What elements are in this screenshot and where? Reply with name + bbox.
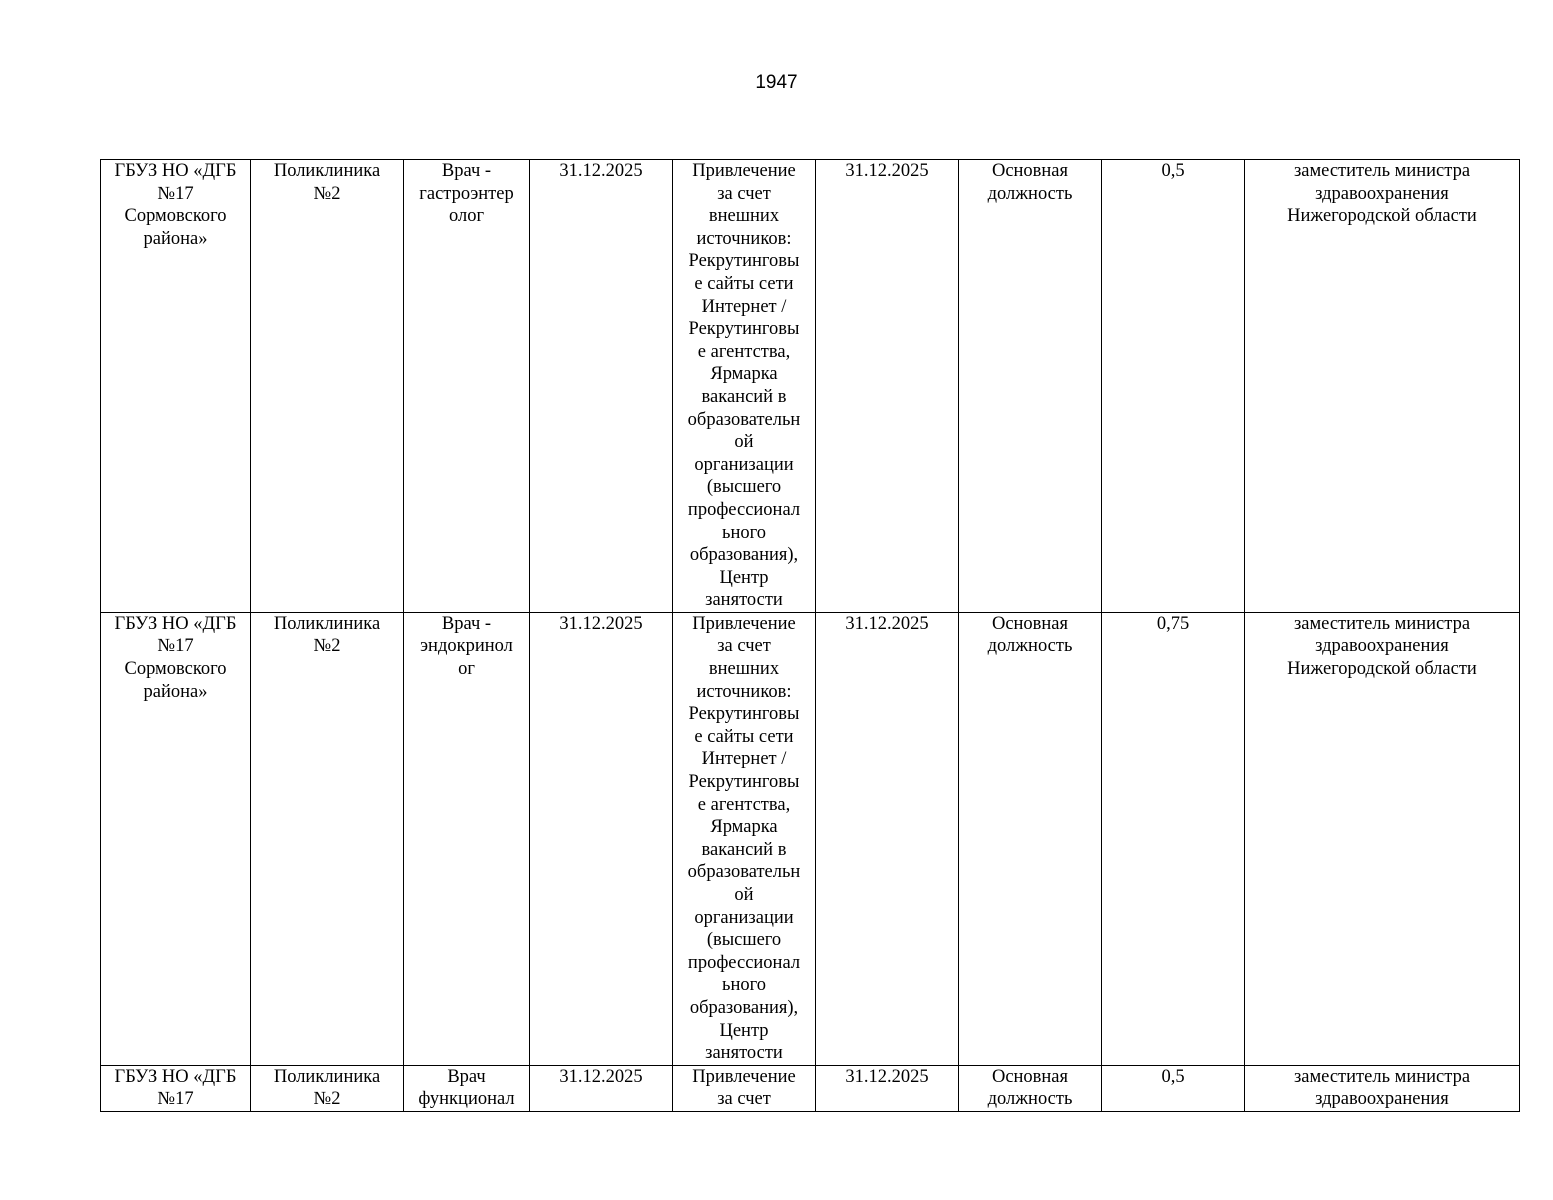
department-cell: Поликлиника №2 — [251, 1065, 404, 1111]
organization-cell: ГБУЗ НО «ДГБ №17 — [101, 1065, 251, 1111]
vacancy-table — [100, 159, 1520, 1112]
position-cell: Врач - гастроэнтер олог — [404, 160, 530, 613]
date-start-cell: 31.12.2025 — [530, 612, 673, 1065]
position-cell: Врач - эндокринол ог — [404, 612, 530, 1065]
date-start-cell: 31.12.2025 — [530, 160, 673, 613]
date-end-cell: 31.12.2025 — [816, 612, 959, 1065]
responsible-cell: заместитель министра здравоохранения Нижегородской области — [1245, 160, 1520, 613]
page-number: 1947 — [755, 72, 798, 93]
job-type-cell: Основная должность — [959, 160, 1102, 613]
date-start-cell: 31.12.2025 — [530, 1065, 673, 1111]
table-row — [101, 612, 1520, 1065]
rate-cell: 0,5 — [1102, 160, 1245, 613]
recruitment-cell: Привлечение за счет внешних источников: Рекрутинговы е сайты сети Интернет / Рекрутинговы е агентства, Ярмарка вакансий в образовательн ой организации (высшего профессионал ьного образования), Центр занятости — [673, 160, 816, 613]
organization-cell: ГБУЗ НО «ДГБ №17 Сормовского района» — [101, 612, 251, 1065]
department-cell: Поликлиника №2 — [251, 612, 404, 1065]
recruitment-cell: Привлечение за счет внешних источников: Рекрутинговы е сайты сети Интернет / Рекрутинговы е агентства, Ярмарка вакансий в образовательн ой организации (высшего профессионал ьного образования), Центр занятости — [673, 612, 816, 1065]
recruitment-cell: Привлечение за счет — [673, 1065, 816, 1111]
responsible-cell: заместитель министра здравоохранения — [1245, 1065, 1520, 1111]
department-cell: Поликлиника №2 — [251, 160, 404, 613]
table-row — [101, 160, 1520, 613]
date-end-cell: 31.12.2025 — [816, 1065, 959, 1111]
rate-cell: 0,75 — [1102, 612, 1245, 1065]
job-type-cell: Основная должность — [959, 612, 1102, 1065]
date-end-cell: 31.12.2025 — [816, 160, 959, 613]
position-cell: Врач функционал — [404, 1065, 530, 1111]
rate-cell: 0,5 — [1102, 1065, 1245, 1111]
responsible-cell: заместитель министра здравоохранения Нижегородской области — [1245, 612, 1520, 1065]
organization-cell: ГБУЗ НО «ДГБ №17 Сормовского района» — [101, 160, 251, 613]
table-row — [101, 1065, 1520, 1111]
job-type-cell: Основная должность — [959, 1065, 1102, 1111]
